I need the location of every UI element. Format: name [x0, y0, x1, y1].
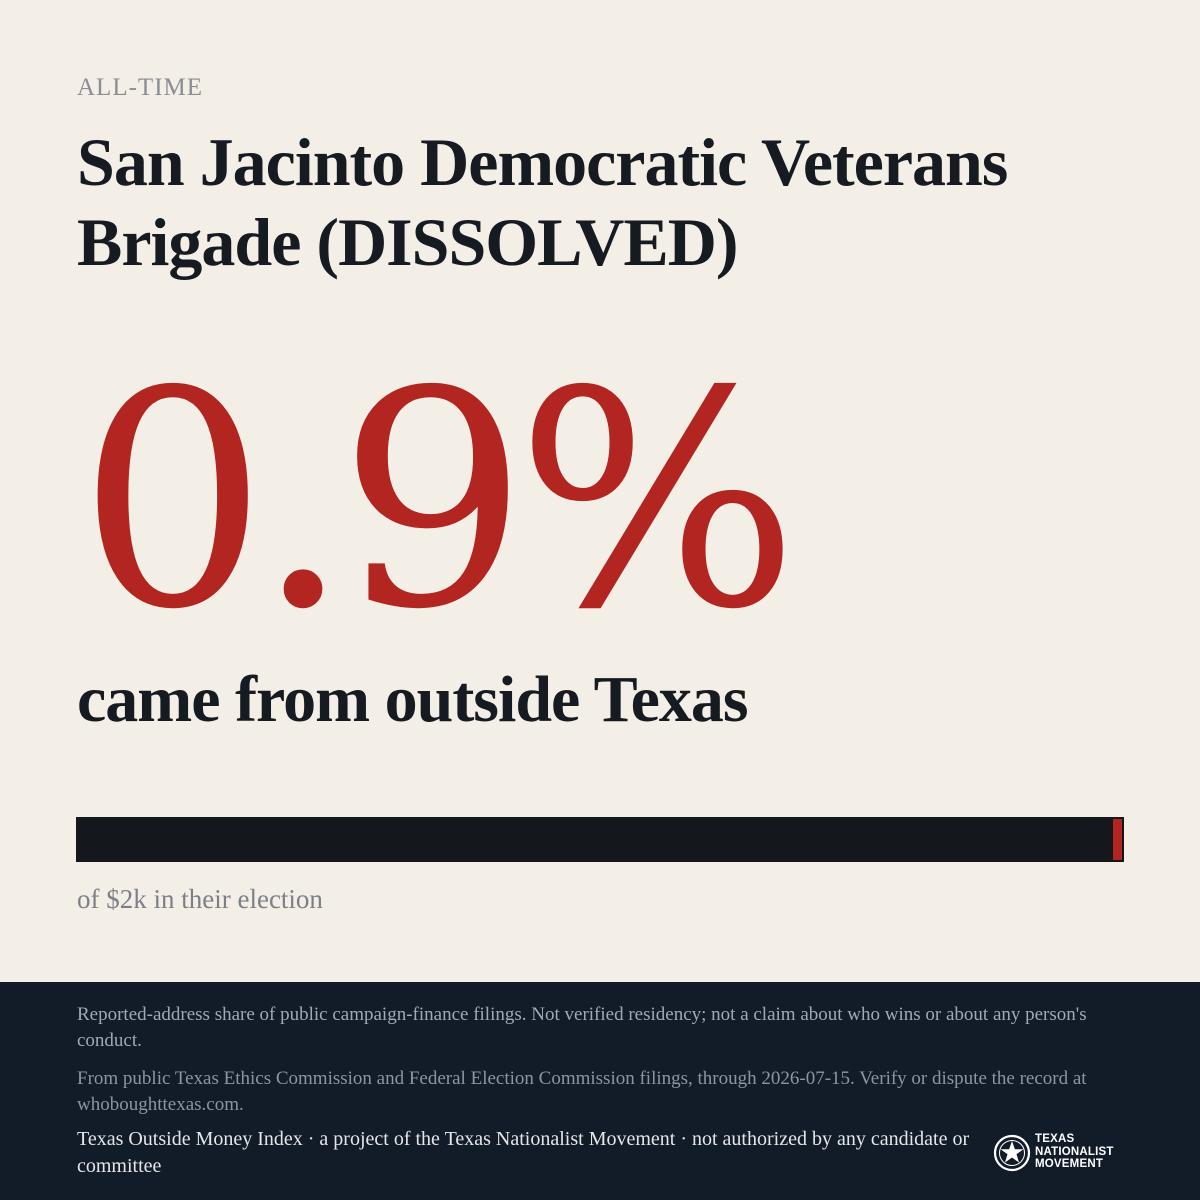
share-caption: came from outside Texas [77, 663, 748, 736]
tnm-logo [993, 1132, 1133, 1174]
committee-name: San Jacinto Democratic Veterans Brigade (DISSOLVED) [77, 124, 1008, 280]
period-label: ALL-TIME [77, 74, 204, 101]
footer-source: From public Texas Ethics Commission and Federal Election Commission filings, through 2026-07-15. Verify or dispute the record at whoboughttexas.com. [77, 1068, 1087, 1115]
star-seal-icon [993, 1134, 1031, 1172]
share-percentage: 0.9% [78, 328, 788, 675]
footer-disclaimer: Reported-address share of public campaign-finance filings. Not verified residency; not a claim about who wins or about any person's conduct. [77, 1004, 1087, 1051]
total-caption: of $2k in their election [77, 884, 323, 914]
tnm-logo-text: TEXAS NATIONALIST MOVEMENT [1035, 1133, 1114, 1170]
share-bar-fill [1113, 819, 1122, 860]
share-bar [76, 817, 1124, 862]
footer [0, 982, 1200, 1200]
footer-attribution: Texas Outside Money Index · a project of the Texas Nationalist Movement · not authorized by any candidate or committee [77, 1128, 970, 1177]
